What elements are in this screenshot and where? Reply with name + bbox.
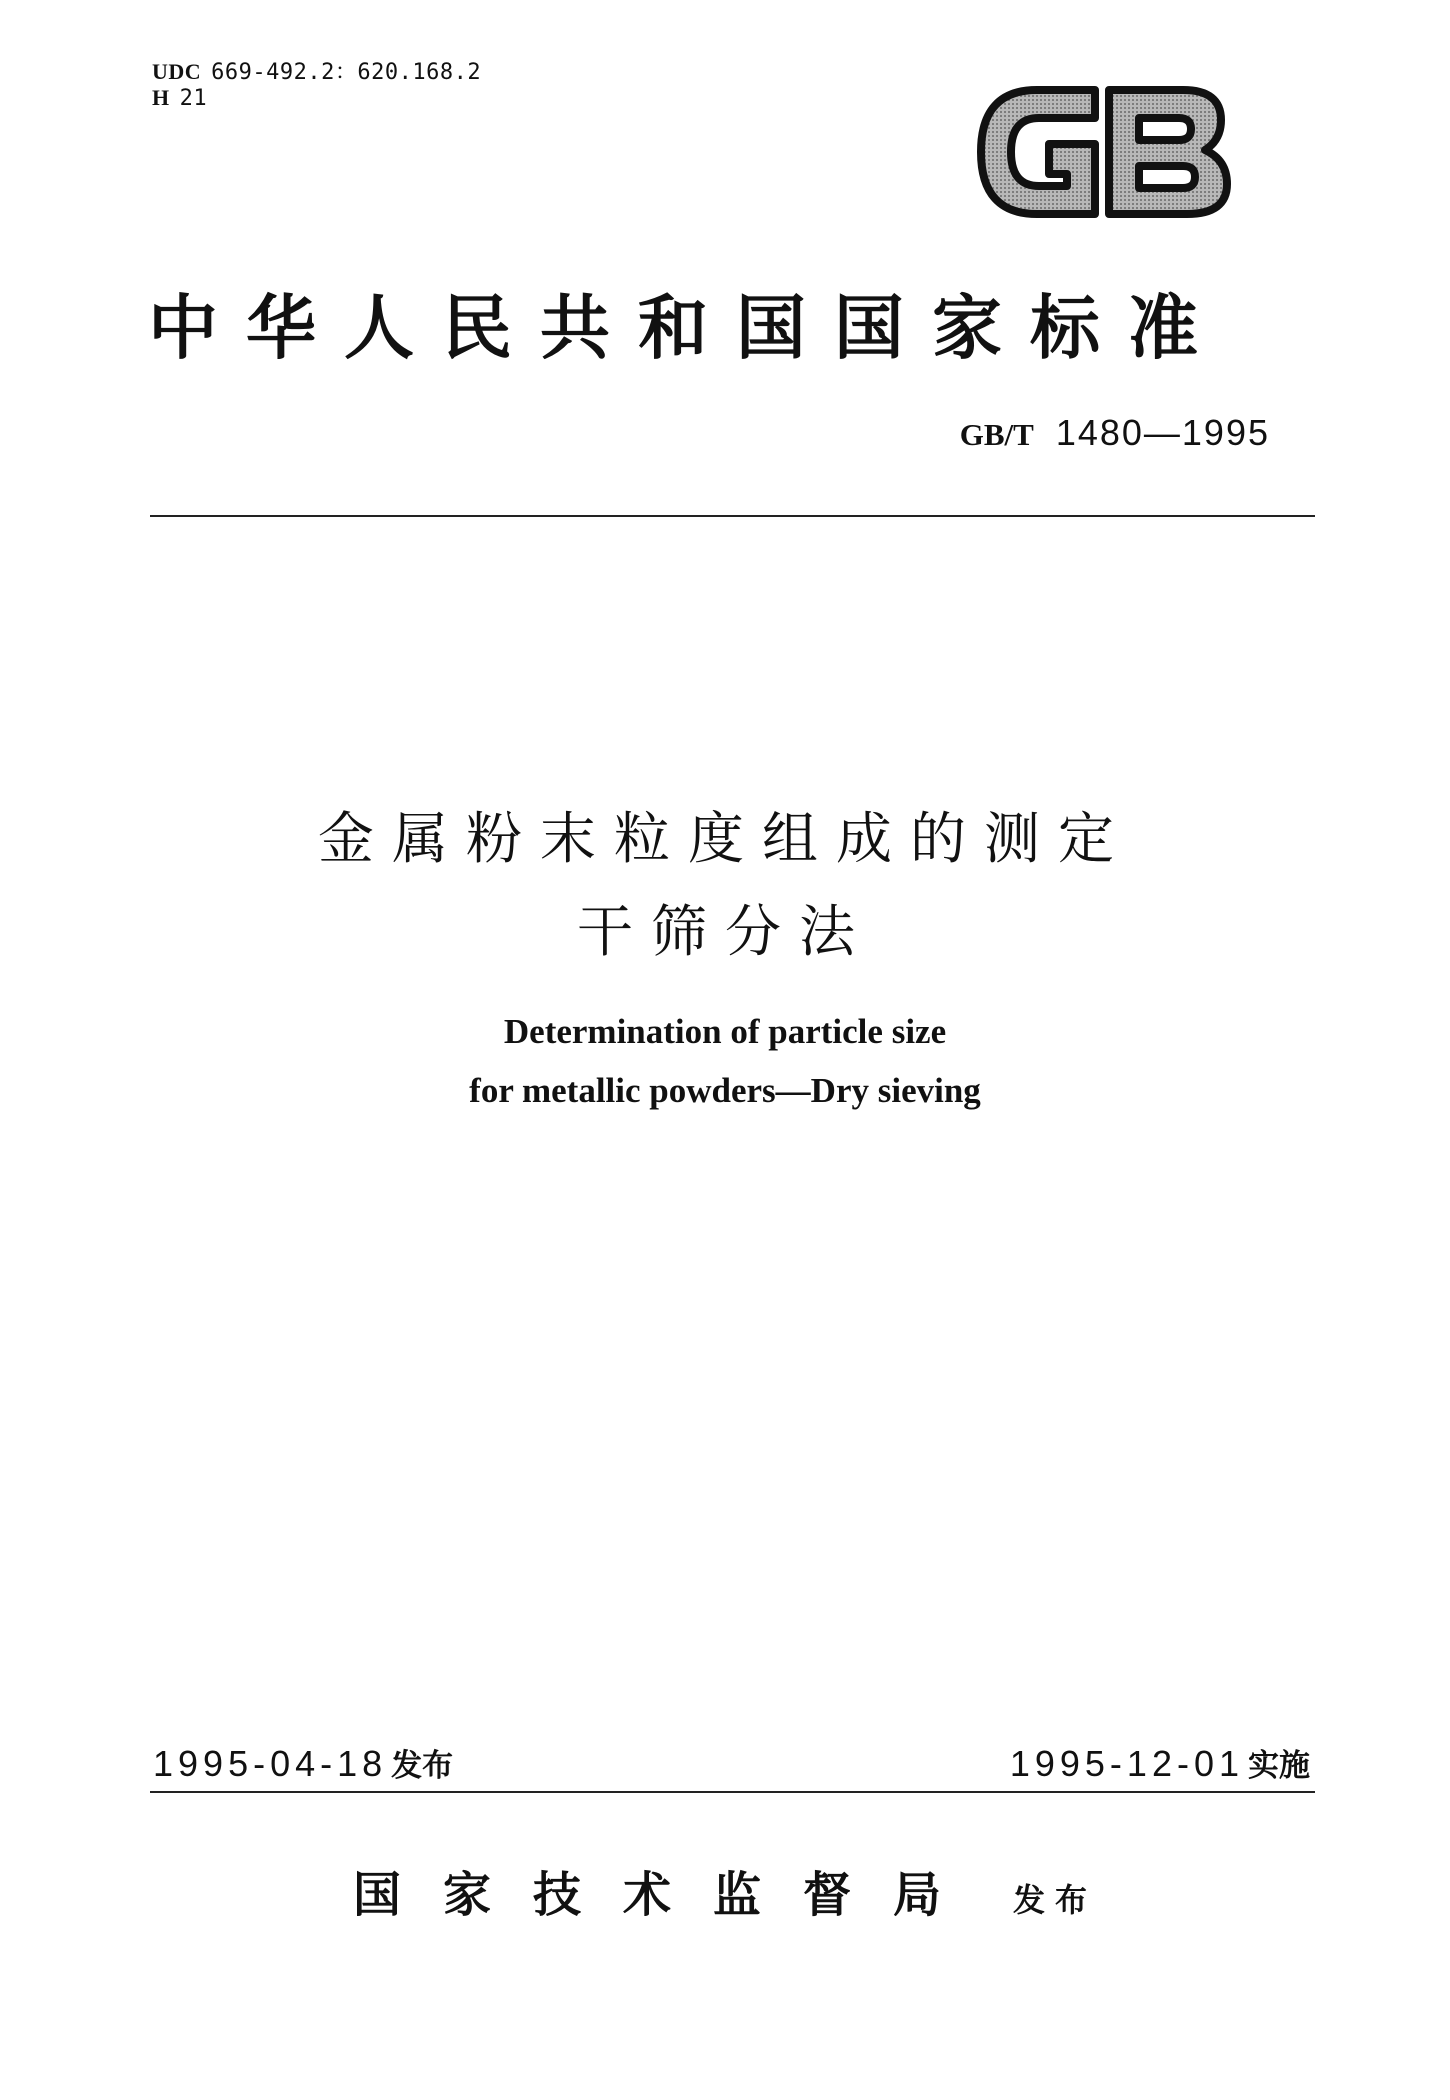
issue-date	[153, 1740, 453, 1785]
standard-prefix: GB/T	[959, 417, 1034, 452]
document-title-en-line1: Determination of particle size	[503, 1012, 947, 1051]
national-standard-title: 中华人民共和国国家标准	[148, 286, 1226, 369]
udc-code	[152, 58, 481, 87]
udc-value: 669-492.2：620.168.2	[211, 60, 482, 85]
publish-label: 发布	[1013, 1881, 1098, 1919]
document-title-cn-line1: 金属粉末粒度组成的测定	[318, 807, 1132, 872]
classification-label: H	[152, 85, 170, 110]
implementation-label: 实施	[1248, 1748, 1310, 1784]
classification-value: 21	[179, 86, 208, 111]
gb-logo	[975, 82, 1233, 222]
top-divider	[150, 515, 1315, 517]
issue-label: 发布	[391, 1748, 454, 1784]
implementation-date-value: 1995-12-01	[1009, 1743, 1244, 1784]
publisher-name: 国家技术监督局	[352, 1867, 983, 1923]
publisher	[0, 1856, 1450, 1925]
classification-code	[152, 84, 207, 113]
standard-number	[960, 412, 1270, 454]
issue-date-value: 1995-04-18	[153, 1743, 388, 1784]
standard-code: 1480—1995	[1055, 412, 1270, 453]
document-title-en-line2: for metallic powders—Dry sieving	[469, 1071, 981, 1110]
implementation-date	[1010, 1740, 1310, 1785]
udc-label: UDC	[152, 59, 202, 84]
document-title-cn-line2: 干筛分法	[577, 900, 873, 965]
bottom-divider	[150, 1791, 1315, 1793]
